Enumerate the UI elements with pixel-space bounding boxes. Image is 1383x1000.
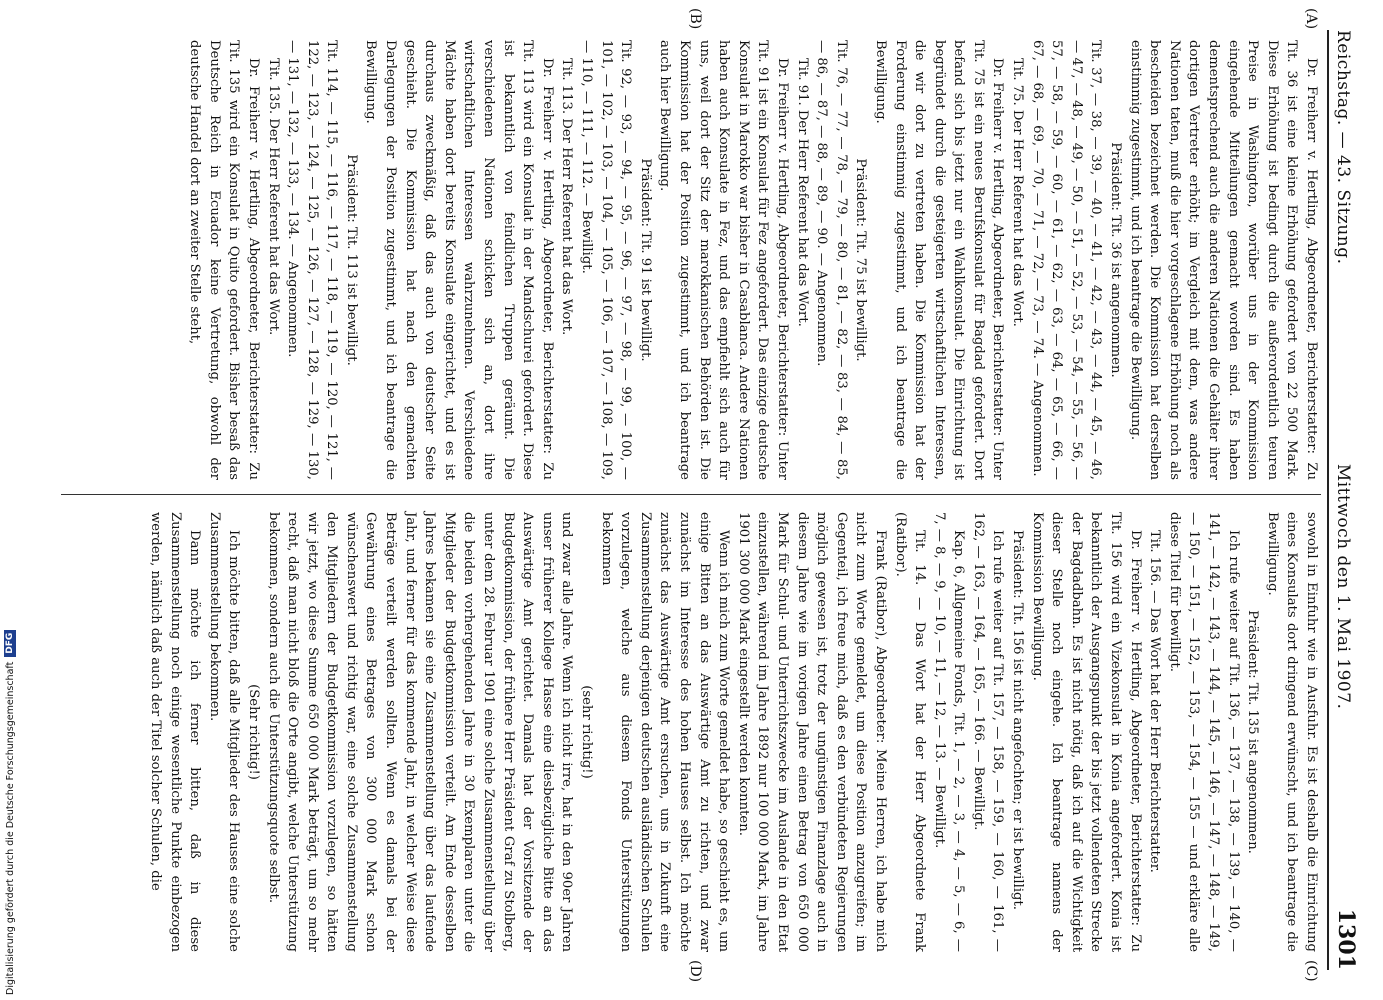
paragraph: Kap. 6, Allgemeine Fonds, Tit. 1, — 2, — 3, — 4, — 5, — 6, — 7, — 8, — 9, — 10, — 11, — 12, — 13. — Bewilligt. [931, 512, 967, 952]
paragraph: Präsident: Tit. 156 ist nicht angefochten; er ist bewilligt. [1010, 530, 1026, 910]
margin-mark-d: (D) [687, 960, 703, 983]
paragraph: sowohl in Einfuhr wie in Ausfuhr. Es ist deshalb die Einrichtung eines Konsulats dort dringend erwünscht, und ich beantrage die Bewilligung. [1264, 512, 1319, 952]
page-header [1327, 30, 1371, 970]
paragraph: Ich rufe weiter auf Tit. 136, — 137, — 138, — 139, — 140, — 141, — 142, — 143, — 144, — 145, — 146, — 147, — 148, — 149, — 150, — 151, — 152, — 153, — 154, — 155 — und erkläre alle diese Titel für bewilligt. [1166, 512, 1241, 952]
paragraph: Tit. 37, — 38, — 39, — 40, — 41, — 42, — 43, — 44, — 45, — 46, — 47, — 48, — 49, — 50, — 51, — 52, — 53, — 54, — 55, — 56, — 57, — 58, — 59, — 60, — 61, — 62, — 63, — 64, — 65, — 66, — 67, — 68, — 69, — 70, — 71, — 72, — 73, — 74. — Angenommen. [1029, 40, 1104, 480]
paragraph: Dr. Freiherr v. Hertling, Abgeordneter, Berichterstatter: Zu Tit. 113 wird ein Konsulat in der Mandschurei gefordert. Diese ist bekanntlich von feindlichen Truppen geräumt. Die verschiedenen Nationen schicken sich an, dort ihre wirtschaftlichen Interessen wahrzunehmen. Verschiedene Mächte haben dort bereits Konsulate eingerichtet, und es ist durchaus zweckmäßig, daß das auch von deutscher Seite geschieht. Die Kommission hat nach den gemachten Darlegungen der Position zugestimmt, und ich beantrage die Bewilligung. [363, 40, 555, 480]
interjection: (Sehr richtig!) [245, 684, 261, 780]
paragraph: Dann möchte ich ferner bitten, daß in diese Zusammenstellung noch einige wesentliche Punkte einbezogen werden, nämlich daß auch der Titel solcher Schulen, die [147, 512, 203, 952]
paragraph: Dr. Freiherr v. Hertling, Abgeordneter, Berichterstatter: Zu Tit. 135 wird ein Konsulat in Quito gefordert. Bisher besaß das Deutsche Reich in Ecuador keine Vertretung, obwohl der deutsche Handel dort an zweiter Stelle steht, [187, 40, 261, 480]
paragraph: Tit. 156. — Das Wort hat der Herr Berichterstatter. [1147, 530, 1163, 873]
paragraph: Dr. Freiherr v. Hertling, Abgeordneter, Berichterstatter: Unter Tit. 91 ist ein Konsulat für Fez angefordert. Das einzige deutsche Konsulat in Marokko war bisher in Casablanca. Andere Nationen haben auch Konsulate in Fez, und das empfiehlt sich auch für uns, weil dort der Sitz der marokkanischen Behörden ist. Die Kommission hat der Position zugestimmt, und ich beantrage auch hier Bewilligung. [657, 40, 790, 480]
paragraph: Dr. Freiherr v. Hertling, Abgeordneter, Berichterstatter: Zu Tit. 36 ist eine kleine Erhöhung gefordert von 22 500 Mark. Diese Erhöhung ist bedingt durch die außerordentlich teuren Preise in Washington, worüber uns in der Kommission eingehende Mitteilungen gemacht worden sind. Es haben dementsprechend auch die anderen Nationen die Gehälter ihrer dortigen Vertreter erhöht; im Vergleich mit dem, was andere Nationen taten, muß die hier vorgeschlagene Erhöhung noch als bescheiden bezeichnet werden. Die Kommission hat derselben einstimmig zugestimmt, und ich beantrage die Bewilligung. [1127, 40, 1319, 480]
left-column [185, 40, 1321, 480]
footer-strip [0, 0, 20, 1000]
paragraph: Tit. 92, — 93, — 94, — 95, — 96, — 97, — 98, — 99, — 100, — 101, — 102, — 103, — 104, — 105, — 106, — 107, — 108, — 109, — 110, — 111, — 112. — Bewilligt. [579, 40, 634, 480]
paragraph: Tit. 135. Der Herr Referent hat das Wort. [265, 58, 281, 336]
paragraph: Präsident: Tit. 91 ist bewilligt. [637, 158, 653, 362]
header-session: Reichstag. — 43. Sitzung. [1333, 30, 1353, 265]
paragraph: Tit. 114, — 115, — 116, — 117, — 118, — 119, — 120, — 121, — 122, — 123, — 124, — 125, — 126, — 127, — 128, — 129, — 130, — 131, — 132, — 133, — 134. — Angenommen. [285, 40, 340, 480]
paragraph: Tit. 76, — 77, — 78, — 79, — 80, — 81, — 82, — 83, — 84, — 85, — 86, — 87, — 88, — 89, — 90. — Angenommen. [814, 40, 849, 480]
column-divider [61, 494, 1321, 495]
paragraph: Präsident: Tit. 135 ist angenommen. [1245, 610, 1261, 854]
margin-mark-c: (C) [1303, 960, 1319, 982]
paragraph: Tit. 14. — Das Wort hat der Herr Abgeordnete Frank (Ratibor). [892, 512, 928, 952]
paragraph: Wenn ich mich zum Worte gemeldet habe, so geschieht es, um einige Bitten an das Auswärtige Amt zu richten, und zwar zunächst im Interesse des hohen Hauses selbst. Ich möchte zunächst das Auswärtige Amt ersuchen, uns in Zukunft eine Zusammenstellung derjenigen deutschen ausländischen Schulen vorzulegen, welche aus diesem Fonds Unterstützungen bekommen [598, 512, 732, 952]
paragraph: Frank (Ratibor), Abgeordneter: Meine Herren, ich habe mich nicht zum Worte gemeldet, um diese Position anzugreifen; im Gegenteil, ich freue mich, daß es den verbündeten Regierungen möglich gewesen ist, trotz der ungünstigen Finanzlage auch in diesem Jahre wie im vorigen Jahre einen Betrag von 650 000 Mark für Schul- und Unterrichtszwecke im Auslande in den Etat einzustellen, während im Jahre 1892 nur 100 000 Mark, im Jahre 1901 300 000 Mark eingestellt werden konnten. [735, 512, 888, 952]
footer-credit: Digitalisierung gefördert durch die Deutsche Forschungsgemeinschaft [4, 661, 16, 995]
paragraph: Dr. Freiherr v. Hertling, Abgeordneter, Berichterstatter: Zu Tit. 156 wird ein Vizekonsulat in Konia angefordert. Konia ist bekanntlich der Ausgangspunkt der bis jetzt vollendeten Strecke der Bagdadbahn. Es ist nicht nötig, daß ich auf die Wichtigkeit dieser Stelle noch eingehe. Ich beantrage namens der Kommission Bewilligung. [1029, 512, 1143, 952]
paragraph: Präsident: Tit. 75 ist bewilligt. [853, 158, 869, 362]
paragraph: Präsident: Tit. 113 ist bewilligt. [343, 154, 359, 366]
paragraph: Tit. 75. Der Herr Referent hat das Wort. [1010, 58, 1026, 327]
margin-mark-b: (B) [687, 8, 703, 30]
paragraph: Präsident: Tit. 36 ist angenommen. [1108, 142, 1124, 378]
paragraph: Ich möchte bitten, daß alle Mitglieder des Hauses eine solche Zusammenstellung bekommen. [206, 512, 242, 952]
page-number: 1301 [1333, 908, 1359, 970]
paragraph: Tit. 91. Der Herr Referent hat das Wort. [794, 58, 810, 327]
paragraph: Dr. Freiherr v. Hertling, Abgeordneter, Berichterstatter: Unter Tit. 75 ist ein neues Berufskonsulat für Bagdad gefordert. Dort befand sich bis jetzt nur ein Wahlkonsulat. Die Einrichtung ist begründet durch die gesteigerten wirtschaftlichen Interessen, die wir dort zu vertreten haben. Die Kommission hat der Forderung einstimmig zugestimmt, und ich beantrage die Bewilligung. [872, 40, 1006, 480]
dfg-logo: DFG [4, 630, 16, 657]
right-column [145, 512, 1321, 952]
paragraph: Ich rufe weiter auf Tit. 157, — 158, — 159, — 160, — 161, — 162, — 163, — 164, — 165, — 166. — Bewilligt. [970, 512, 1006, 952]
margin-mark-a: (A) [1303, 8, 1319, 30]
header-date: Mittwoch den 1. Mai 1907. [1333, 463, 1353, 710]
paragraph: Tit. 113. Der Herr Referent hat das Wort. [559, 58, 575, 336]
interjection: (sehr richtig!) [579, 685, 595, 779]
paragraph: und zwar alle Jahre. Wenn ich nicht irre, hat in den 90er Jahren unser früherer Kollege Hasse eine diesbezügliche Bitte an das Auswärtige Amt gerichtet. Damals hat der Vorsitzende der Budgetkommission, der frühere Herr Präsident Graf zu Stolberg, unter dem 28. Februar 1901 eine solche Zusammenstellung über die beiden vorhergehenden Jahre in 30 Exemplaren unter die Mitglieder der Budgetkommission verteilt. Am Ende desselben Jahres bekamen sie eine Zusammenstellung über das laufende Jahr, und ferner für das kommende Jahr, in welcher Weise diese Beträge verteilt werden sollten. Wenn es damals bei der Gewährung eines Betrages von 300 000 Mark schon wünschenswert und richtig war, eine solche Zusammenstellung den Mitgliedern der Budgetkommission vorzulegen, so hätten wir jetzt, wo diese Summe 650 000 Mark beträgt, um so mehr recht, daß man nicht bloß die Orte angibt, welche Unterstützung bekommen, sondern auch die Unterstützungsquote selbst. [265, 512, 575, 952]
